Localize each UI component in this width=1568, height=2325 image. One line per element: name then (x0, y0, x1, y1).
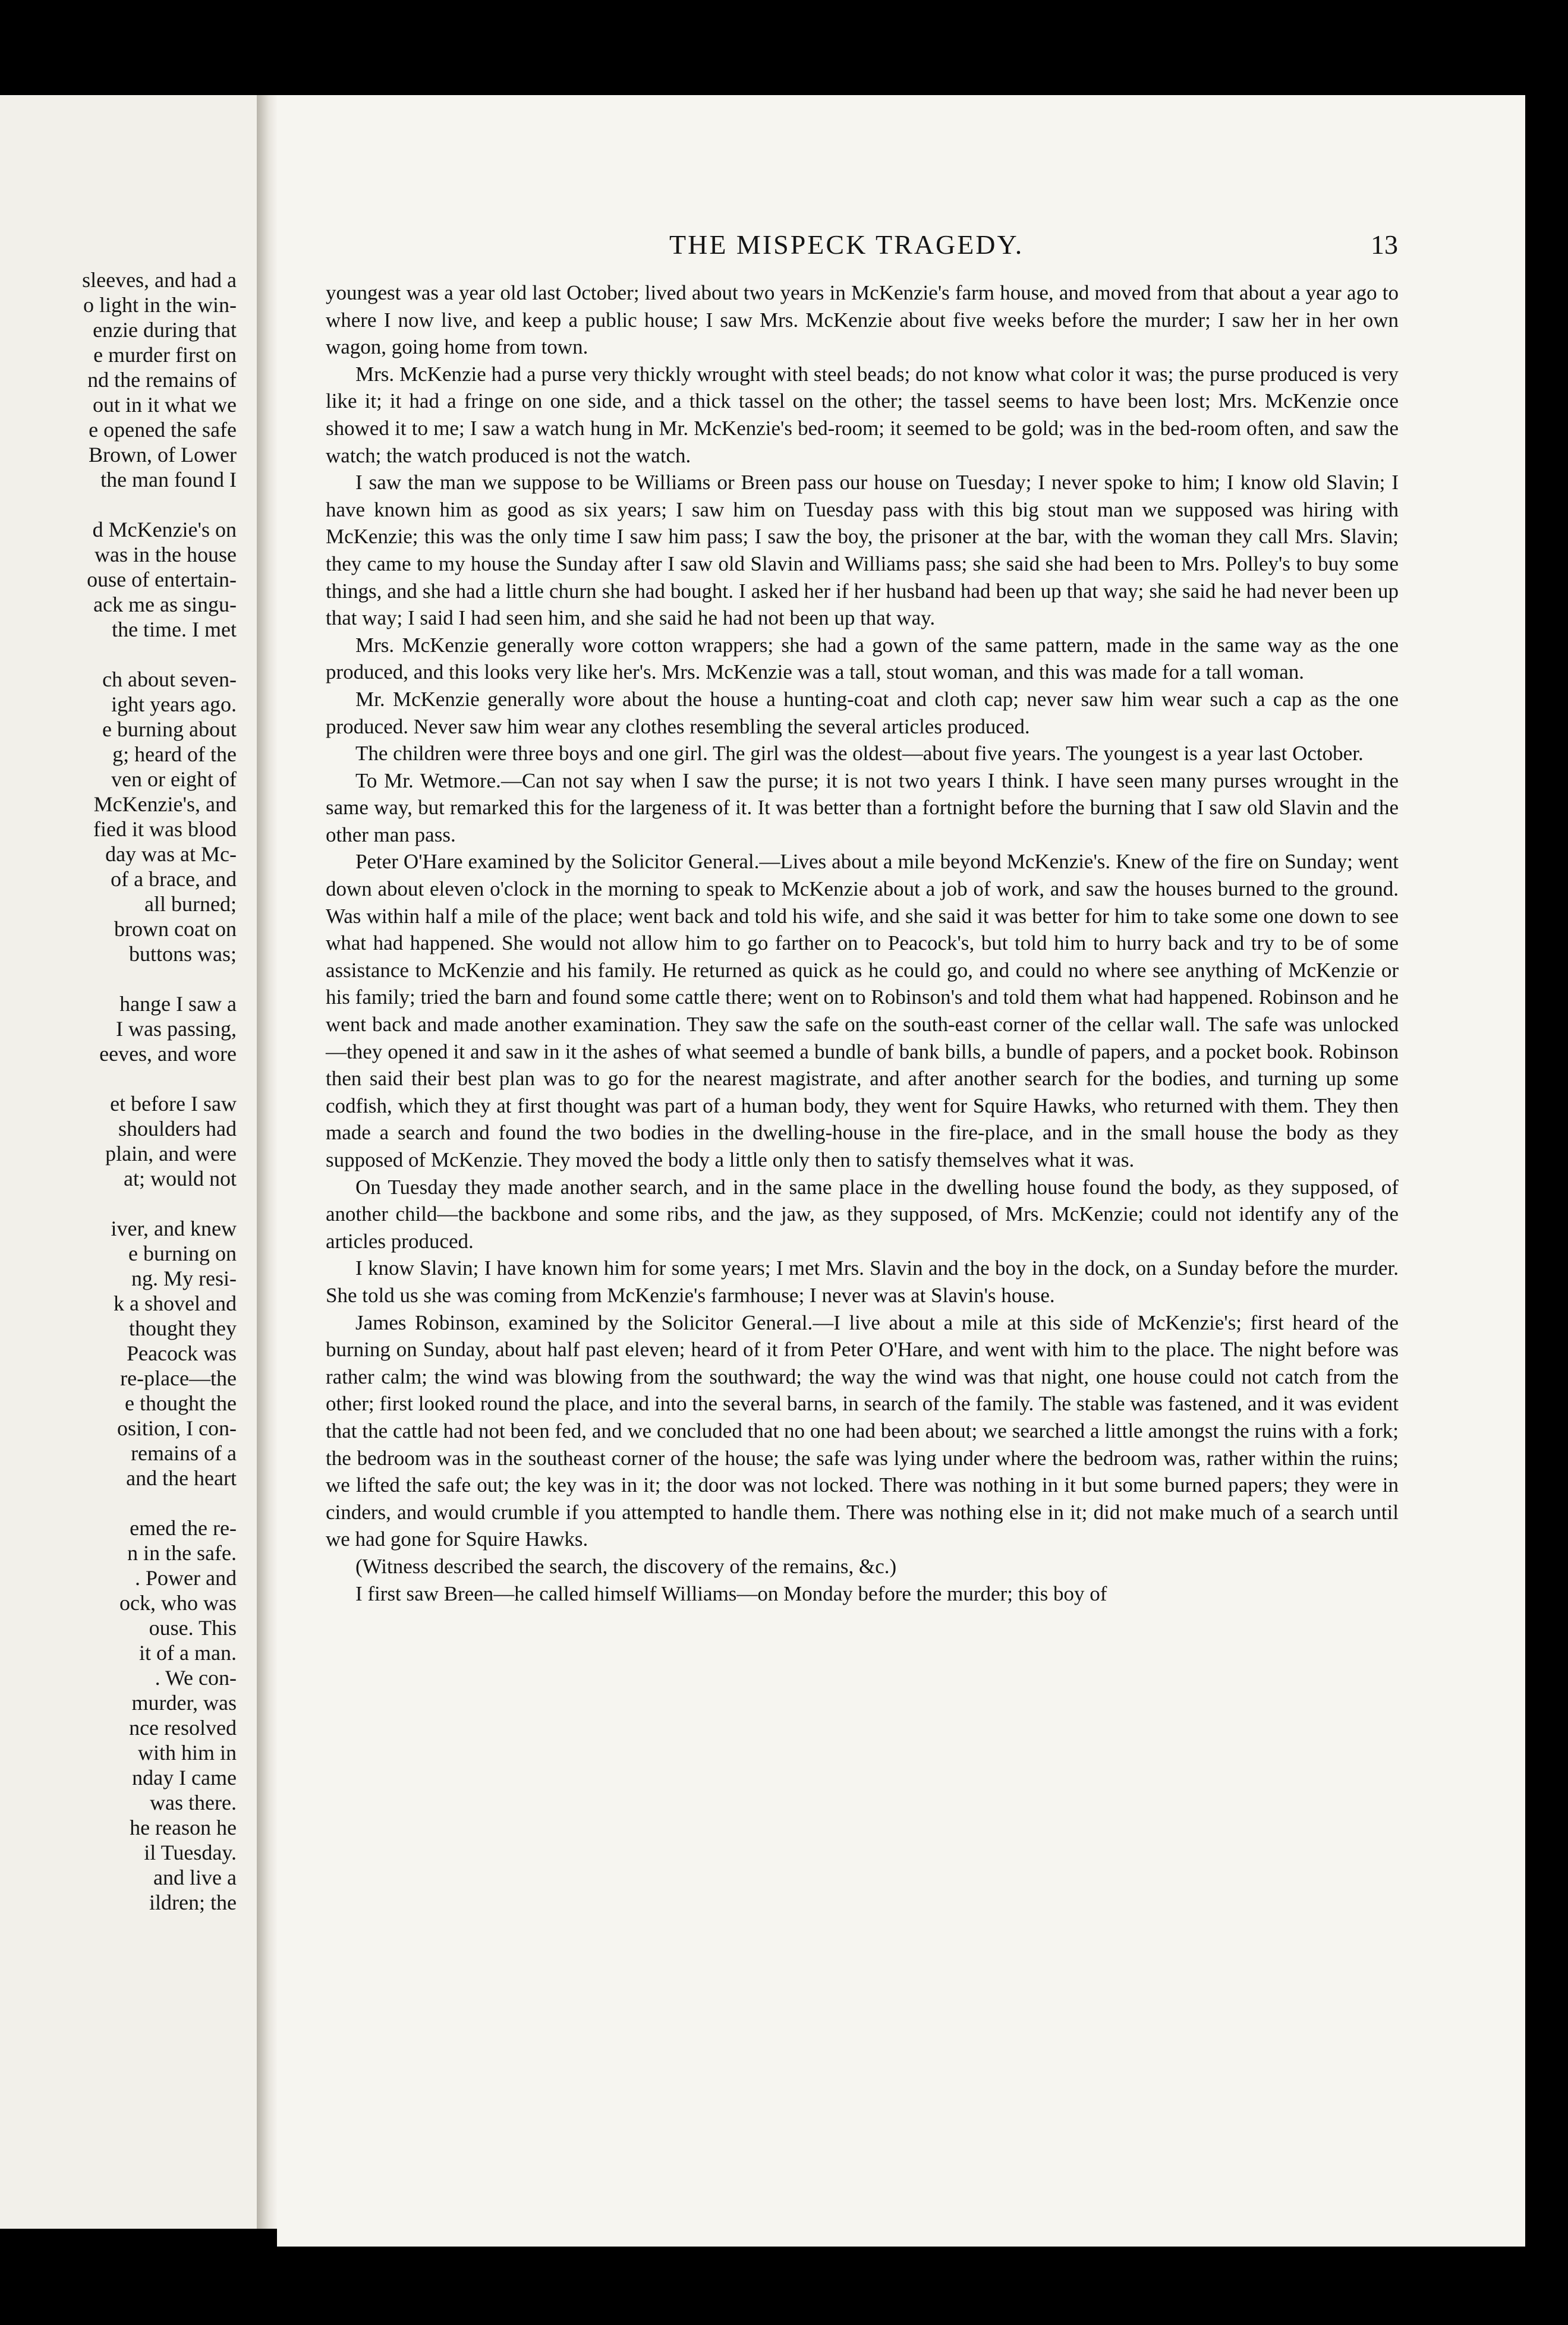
left-page-line: enzie during that (93, 318, 237, 342)
left-page-line: the time. I met (112, 618, 237, 641)
left-page-line: e burning about (102, 717, 237, 741)
left-page-line (82, 1491, 237, 1516)
left-page-line: was there. (150, 1791, 237, 1814)
left-page-line: Peacock was (127, 1341, 237, 1365)
left-page-line: Brown, of Lower (89, 443, 237, 467)
left-page-line (82, 642, 237, 667)
left-page-line: sleeves, and had a (82, 268, 237, 292)
left-page-line: iver, and knew (111, 1217, 237, 1240)
left-page-line: plain, and were (105, 1142, 237, 1165)
left-page-line: thought they (129, 1316, 237, 1340)
left-page-line: nday I came (132, 1766, 237, 1790)
left-page-line: ight years ago. (111, 692, 237, 716)
left-page-line: nd the remains of (87, 368, 237, 392)
left-page-line: . We con- (155, 1666, 237, 1690)
left-page-line: and the heart (126, 1466, 237, 1490)
body-paragraph: The children were three boys and one girl. The girl was the oldest—about five years. The youngest is a year last October. (355, 742, 1364, 765)
body-paragraph: James Robinson, examined by the Solicitor General.—I live about a mile at this side of McKenzie's; first heard of the burning on Sunday, about half past eleven; heard of it from Peter O'Hare, and went with him to the place. The night before was rather calm; the wind was blowing from the southward; the way the wind was that night, one house could not catch from the other; first looked round the place, and into the several barns, in search of the family. The stable was fastened, and it was evident that the cattle had not been fed, and we concluded that no one had been about; we searched a little amongst the ruins with a fork; the bedroom was in the southeast corner of the house; the safe was lying under where the bedroom was, rather within the ruins; we lifted the safe out; the key was in it; the door was not locked. There was nothing in it but some burned papers; they were in cinders, and would crumble if you attempted to handle them. There was nothing else in it; did not make much of a search until we had gone for Squire Hawks. (326, 1310, 1399, 1551)
page-header (277, 229, 1525, 264)
body-paragraph: Mrs. McKenzie had a purse very thickly wrought with steel beads; do not know what color it was; the purse produced is very like it; it had a fringe on one side, and a thick tassel on the other; the tassel seems to have been lost; Mrs. McKenzie once showed it to me; I saw a watch hung in Mr. McKenzie's bed-room; it seemed to be gold; was in the bed-room often, and saw the watch; the watch produced is not the watch. (326, 362, 1399, 467)
left-page-line: it of a man. (139, 1641, 237, 1665)
left-page-line: buttons was; (128, 942, 237, 966)
left-page-line: McKenzie's, and (93, 792, 237, 816)
right-page (277, 95, 1525, 2247)
running-title: THE MISPECK TRAGEDY. (669, 229, 1024, 260)
left-page-line: ven or eight of (111, 767, 237, 791)
left-page-text (82, 267, 237, 1915)
body-paragraph: (Witness described the search, the discovery of the remains, &c.) (355, 1554, 897, 1578)
left-page-line: ildren; the (149, 1891, 237, 1914)
left-page-line: and live a (153, 1866, 237, 1889)
left-page-line (82, 966, 237, 991)
left-page-line: ouse. This (149, 1616, 237, 1640)
body-paragraph: I first saw Breen—he called himself Williams—on Monday before the murder; this boy of (355, 1581, 1107, 1605)
left-page-line: et before I saw (110, 1092, 237, 1116)
left-page-line (82, 1191, 237, 1216)
page-number: 13 (1371, 229, 1398, 260)
left-page-line: day was at Mc- (105, 842, 237, 866)
left-page-line: out in it what we (93, 393, 237, 417)
left-page-line: d McKenzie's on (92, 518, 237, 541)
left-page-line: eeves, and wore (99, 1042, 237, 1066)
left-page-line: remains of a (131, 1441, 237, 1465)
left-page-line: ack me as singu- (93, 593, 237, 616)
body-paragraph: On Tuesday they made another search, and in the same place in the dwelling house found the body, as they supposed, of another child—the backbone and some ribs, and the jaw, as they supposed, of Mrs. McKenzie; could not identify any of the articles produced. (326, 1175, 1399, 1253)
left-page-line: murder, was (131, 1691, 237, 1715)
book-gutter (257, 95, 277, 2229)
left-page-line: e burning on (128, 1242, 237, 1265)
left-page-line: with him in (137, 1741, 237, 1765)
left-page-line: I was passing, (116, 1017, 237, 1041)
left-page-line: e thought the (125, 1391, 237, 1415)
body-paragraph: To Mr. Wetmore.—Can not say when I saw the purse; it is not two years I think. I have seen many purses wrought in the same way, but remarked this for the largeness of it. It was better than a fortnight before the burning that I saw old Slavin and the other man pass. (326, 768, 1399, 846)
left-page-line: o light in the win- (83, 293, 237, 317)
left-page-line: he reason he (130, 1816, 237, 1839)
left-page-line: il Tuesday. (144, 1841, 237, 1864)
left-page-line (82, 1066, 237, 1091)
body-paragraph: Mr. McKenzie generally wore about the house a hunting-coat and cloth cap; never saw him wear such a cap as the one produced. Never saw him wear any clothes resembling the several articles produced. (326, 687, 1399, 738)
left-page-line: re-place—the (120, 1366, 237, 1390)
left-page-line: at; would not (124, 1167, 237, 1190)
body-paragraph: Mrs. McKenzie generally wore cotton wrappers; she had a gown of the same pattern, made in the same way as the one produced, and this looks very like her's. Mrs. McKenzie was a tall, stout woman, and this was made for a tall woman. (326, 633, 1399, 684)
left-page-line: was in the house (95, 543, 237, 566)
left-page-line: e opened the safe (89, 418, 237, 442)
left-page-line: ock, who was (119, 1591, 237, 1615)
left-page-line: hange I saw a (119, 992, 237, 1016)
left-page-line: all burned; (144, 892, 237, 916)
body-paragraph: I know Slavin; I have known him for some years; I met Mrs. Slavin and the boy in the dock, on a Sunday before the murder. She told us she was coming from McKenzie's farmhouse; I never was at Slavin's house. (326, 1256, 1399, 1307)
left-page-line: k a shovel and (114, 1291, 237, 1315)
left-page-line: nce resolved (129, 1716, 237, 1740)
left-page-line: . Power and (135, 1566, 237, 1590)
left-page-line: the man found I (100, 468, 237, 492)
left-page-fragment (0, 95, 257, 2229)
body-paragraph: I saw the man we suppose to be Williams or Breen pass our house on Tuesday; I never spoke to him; I know old Slavin; I have known him as good as six years; I saw him on Tuesday pass with this big stout man we supposed was hiring with McKenzie; this was the only time I saw him pass; I saw the boy, the prisoner at the bar, with the woman they call Mrs. Slavin; they came to my house the Sunday after I saw old Slavin and Williams pass; she said she had been to Mrs. Polley's to buy some things, and she had a little churn she had bought. I asked her if her husband had been up that way; she said he had never been up that way; I said I had seen him, and she said he had not been up that way. (326, 471, 1399, 630)
left-page-line: shoulders had (118, 1117, 237, 1141)
left-page-line: ng. My resi- (131, 1267, 237, 1290)
body-paragraph: Peter O'Hare examined by the Solicitor General.—Lives about a mile beyond McKenzie's. Knew of the fire on Sunday; went down about eleven o'clock in the morning to speak to McKenzie about a job of work, and saw the houses burned to the ground. Was within half a mile of the place; went back and told his wife, and she said it was better for him to take some one down to see what had happened. She would not allow him to go farther on to Peacock's, but told him to hurry back and try to be of some assistance to McKenzie and his family. He returned as quick as he could go, and could no where see anything of McKenzie or his family; tried the barn and found some cattle there; went on to Robinson's and told them what had happened. Robinson and he went back and made another examination. They saw the safe on the south-east corner of the cellar wall. The safe was unlocked—they opened it and saw in it the ashes of what seemed a bundle of bank bills, a bundle of papers, and a pocket book. Robinson then said their best plan was to go for the nearest magistrate, and after another search for the bodies, and turning up some codfish, which they at first thought was part of a human body, they went for Squire Hawks, who returned with them. They then made a search and found the two bodies in the dwelling-house in the fire-place, and in the small house the body as they supposed of McKenzie. They moved the body a little only then to satisfy themselves what it was. (326, 850, 1399, 1171)
left-page-line (82, 492, 237, 517)
left-page-line: n in the safe. (127, 1541, 237, 1565)
body-text (326, 279, 1399, 1607)
left-page-line: brown coat on (114, 917, 237, 941)
body-paragraph: youngest was a year old last October; lived about two years in McKenzie's farm house, and moved from that about a year ago to where I now live, and keep a public house; I saw Mrs. McKenzie about five weeks before the murder; I saw her in her own wagon, going home from town. (326, 281, 1399, 359)
left-page-line: fied it was blood (93, 817, 237, 841)
left-page-line: ch about seven- (102, 667, 237, 691)
left-page-line: osition, I con- (117, 1416, 237, 1440)
left-page-line: e murder first on (93, 343, 237, 367)
left-page-line: g; heard of the (112, 742, 237, 766)
left-page-line: ouse of entertain- (87, 568, 237, 591)
left-page-line: emed the re- (130, 1516, 237, 1540)
left-page-line: of a brace, and (111, 867, 237, 891)
